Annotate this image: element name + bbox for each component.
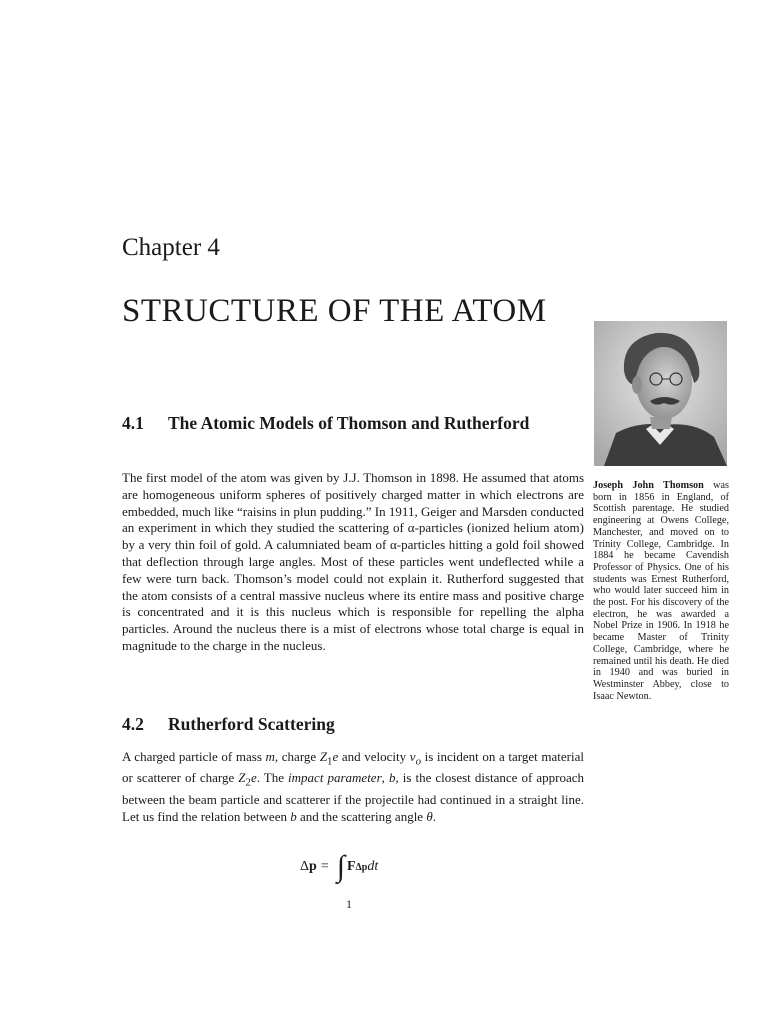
- symbol-e: e: [250, 770, 257, 786]
- symbol-m: m: [265, 749, 275, 764]
- text-run: ,: [381, 770, 389, 786]
- equation-momentum-change: [300, 852, 378, 882]
- equation-subscript: Δp: [355, 861, 368, 873]
- section-number: 4.2: [122, 714, 144, 734]
- term-impact-parameter: impact parameter: [288, 770, 382, 786]
- symbol-b: b: [388, 770, 396, 786]
- text-run: is incident on a target material or scatterer of charge: [122, 749, 584, 786]
- portrait-photo: [594, 321, 727, 466]
- symbol-z: Z: [319, 749, 328, 764]
- section-title: Rutherford Scattering: [168, 714, 335, 734]
- equation-dt: dt: [367, 859, 379, 874]
- sidenote-text: was born in 1856 in England, of Scottish parentage. He studied engineering at Owens College, Manchester, and moved on to Trinity College, Cambridge. In 1884 he became Cavendish Professor of Physics. One of his students was Ernest Rutherford, who would later succeed him in the post. For his discovery of the electron, he was awarded a Nobel Prize in 1906. In 1918 he became Master of Trinity College, Cambridge, where he remained until his death. He died in 1940 and was buried in Westminster Abbey, close to Isaac Newton.: [593, 480, 730, 702]
- text-run: and the scattering angle: [296, 808, 427, 824]
- text-run: A charged particle of mass: [122, 749, 266, 764]
- text-run: , is the closest distance of approach between the beam particle and scatterer if the projectile had continued in a straight line. Let us find the relation between: [122, 770, 584, 824]
- page-number: 1: [346, 897, 352, 911]
- text-run: , charge: [274, 749, 320, 764]
- text-run: and velocity: [338, 749, 410, 764]
- biography-sidenote: [593, 480, 729, 702]
- subscript: o: [415, 755, 421, 768]
- equation-equals: =: [320, 859, 329, 874]
- section-4-2-paragraph: [122, 749, 584, 825]
- symbol-b: b: [290, 808, 297, 824]
- chapter-label: Chapter 4: [122, 234, 220, 261]
- text-run: .: [432, 808, 436, 824]
- section-heading-4-1: [122, 412, 584, 434]
- section-number: 4.1: [122, 413, 144, 433]
- equation-delta: Δ: [300, 859, 310, 874]
- symbol-e: e: [332, 749, 339, 764]
- section-heading-4-2: [122, 713, 584, 735]
- section-4-1-paragraph: The first model of the atom was given by J.J. Thomson in 1898. He assumed that atoms are homogeneous uniform spheres of positively charged matter in which electrons are embedded, much like “raisins in plun pudding.” In 1911, Geiger and Marsden conducted an experiment in which they studied the scattering of α-particles (ionized helium atom) by a very thin foil of gold. A calumniated beam of α-particles hitting a gold foil showed that deflection through large angles. Most of these particles went undeflected while a few were turn back. Thomson’s model could not explain it. Rutherford suggested that the atom consists of a central massive nucleus where its entire mass and positive charge is concentrated and it is this nucleus which is responsible for repelling the alpha particles. Around the nucleus there is a mist of electrons whose total charge is equal in magnitude to the charge in the nucleus.: [122, 470, 584, 653]
- subscript: 2: [245, 776, 251, 789]
- sidenote-name: Joseph John Thomson: [593, 480, 704, 491]
- symbol-z: Z: [238, 770, 246, 786]
- subscript: 1: [327, 755, 333, 768]
- text-run: . The: [256, 770, 289, 786]
- chapter-title: STRUCTURE OF THE ATOM: [122, 293, 547, 329]
- section-title: The Atomic Models of Thomson and Rutherford: [168, 413, 530, 433]
- symbol-theta: θ: [426, 808, 433, 824]
- equation-p: p: [309, 859, 317, 874]
- portrait-illustration: [594, 321, 727, 466]
- equation-force: F: [346, 859, 356, 874]
- integral-symbol: ∫: [336, 850, 345, 883]
- symbol-v: v: [409, 749, 416, 764]
